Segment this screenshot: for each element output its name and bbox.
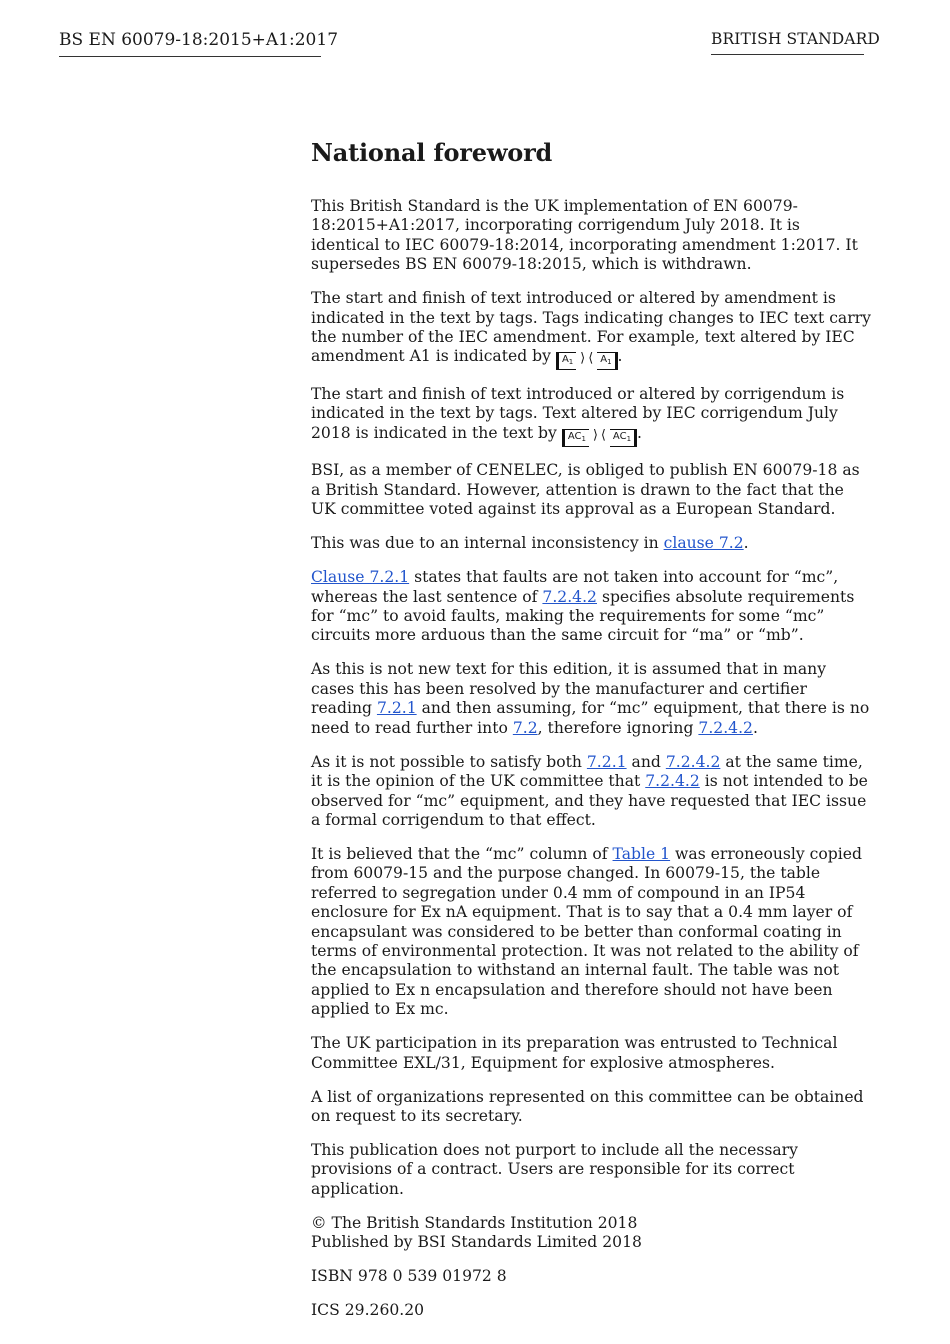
paragraph-amendment-tags: The start and finish of text introduced or altered by amendment is indicated in the text by tags. Tags indicating changes to IEC text carry the number of the IEC amendment. For example, text altered by IEC amendment A1 is indicated by $A_1$ ⟩ ⟨ $A_1$ . [311, 289, 871, 370]
paragraph-not-new-text: As this is not new text for this edition, it is assumed that in many cases this has been resolved by the manufacturer and certifier reading 7.2.1 and then assuming, for “mc” equipment, that there is no need to read further into 7.2, therefore ignoring 7.2.4.2. [311, 660, 870, 737]
paragraph-copyright [311, 1214, 871, 1253]
paragraph-inconsistency: This was due to an internal inconsistency in clause 7.2. [311, 534, 749, 553]
link-7-2-1[interactable]: 7.2.1 [376, 699, 417, 718]
link-table-1[interactable]: Table 1 [612, 844, 671, 863]
link-7-2-1[interactable]: 7.2.1 [586, 752, 627, 771]
ics-code: ICS 29.260.20 [311, 1301, 425, 1320]
amendment-end-tag-icon: ⟨ $A_1$ [597, 352, 617, 370]
paragraph-implementation: This British Standard is the UK implementation of EN 60079-18:2015+A1:2017, incorporating corrigendum July 2018. It is identical to IEC 60079-18:2014, incorporating amendment 1:2017. It supersedes BS EN 60079-18:2015, which is withdrawn. [311, 197, 858, 274]
header-publisher-label: BRITISH STANDARD [711, 30, 864, 55]
paragraph-corrigendum-text: The start and finish of text introduced or altered by corrigendum is indicated in the text by tags. Text altered by IEC corrigendum July 2018 is indicated in the text by [311, 385, 845, 442]
link-clause-7-2-1[interactable]: Clause 7.2.1 [311, 568, 410, 587]
paragraph-cenelec: BSI, as a member of CENELEC, is obliged to publish EN 60079-18 as a British Standard. However, attention is drawn to the fact that the UK committee voted against its approval as a European Standard. [311, 461, 860, 519]
link-clause-7-2[interactable]: clause 7.2 [663, 534, 744, 553]
header-document-id: BS EN 60079-18:2015+A1:2017 [59, 30, 321, 57]
link-7-2[interactable]: 7.2 [512, 718, 538, 737]
paragraph-table-1: It is believed that the “mc” column of Table 1 was erroneously copied from 60079-15 and the purpose changed. In 60079-15, the table referred to segregation under 0.4 mm of compound in an IP54 enclosure for Ex nA equipment. That is to say that a 0.4 mm layer of encapsulant was considered to be better than conformal coating in terms of environmental protection. It was not related to the ability of the encapsulation to withstand an internal fault. The table was not applied to Ex n encapsulation and therefore should not have been applied to Ex mc. [311, 844, 862, 1019]
isbn-number: ISBN 978 0 539 01972 8 [311, 1267, 507, 1286]
link-7-2-4-2[interactable]: 7.2.4.2 [665, 752, 721, 771]
copyright-line: © The British Standards Institution 2018 [311, 1213, 638, 1232]
corrigendum-end-tag-icon: ⟨ $AC_1$ [610, 429, 637, 447]
amendment-start-tag-icon: $A_1$ ⟩ [556, 352, 576, 370]
foreword-body [311, 138, 871, 1335]
corrigendum-start-tag-icon: $AC_1$ ⟩ [562, 429, 589, 447]
link-7-2-4-2[interactable]: 7.2.4.2 [542, 587, 597, 606]
paragraph-disclaimer: This publication does not purport to include all the necessary provisions of a contract. Users are responsible for its correct application. [311, 1140, 798, 1198]
publisher-line: Published by BSI Standards Limited 2018 [311, 1233, 642, 1252]
paragraph-organizations: A list of organizations represented on this committee can be obtained on request to its secretary. [311, 1087, 864, 1125]
paragraph-clause-7-2-1: Clause 7.2.1 states that faults are not taken into account for “mc”, whereas the last sentence of 7.2.4.2 specifies absolute requirements for “mc” to avoid faults, making the requirements for some “mc” circuits more arduous than the same circuit for “ma” or “mb”. [311, 568, 855, 645]
paragraph-corrigendum-tags: The start and finish of text introduced or altered by corrigendum is indicated in the text by tags. Text altered by IEC corrigendum July 2018 is indicated in the text by $AC_1$ ⟩ ⟨ $AC_1$ . [311, 385, 871, 447]
paragraph-uk-opinion: As it is not possible to satisfy both 7.2.1 and 7.2.4.2 at the same time, it is the opinion of the UK committee that 7.2.4.2 is not intended to be observed for “mc” equipment, and they have requested that IEC issue a formal corrigendum to that effect. [311, 752, 868, 829]
paragraph-amendment-text: The start and finish of text introduced or altered by amendment is indicated in the text by tags. Tags indicating changes to IEC text carry the number of the IEC amendment. For example, text altered by IEC amendment A1 is indicated by [311, 289, 871, 366]
paragraph-uk-participation: The UK participation in its preparation was entrusted to Technical Committee EXL/31, Equipment for explosive atmospheres. [311, 1034, 838, 1072]
link-7-2-4-2[interactable]: 7.2.4.2 [698, 718, 753, 737]
page-title: National foreword [311, 138, 553, 167]
link-7-2-4-2[interactable]: 7.2.4.2 [645, 772, 700, 791]
